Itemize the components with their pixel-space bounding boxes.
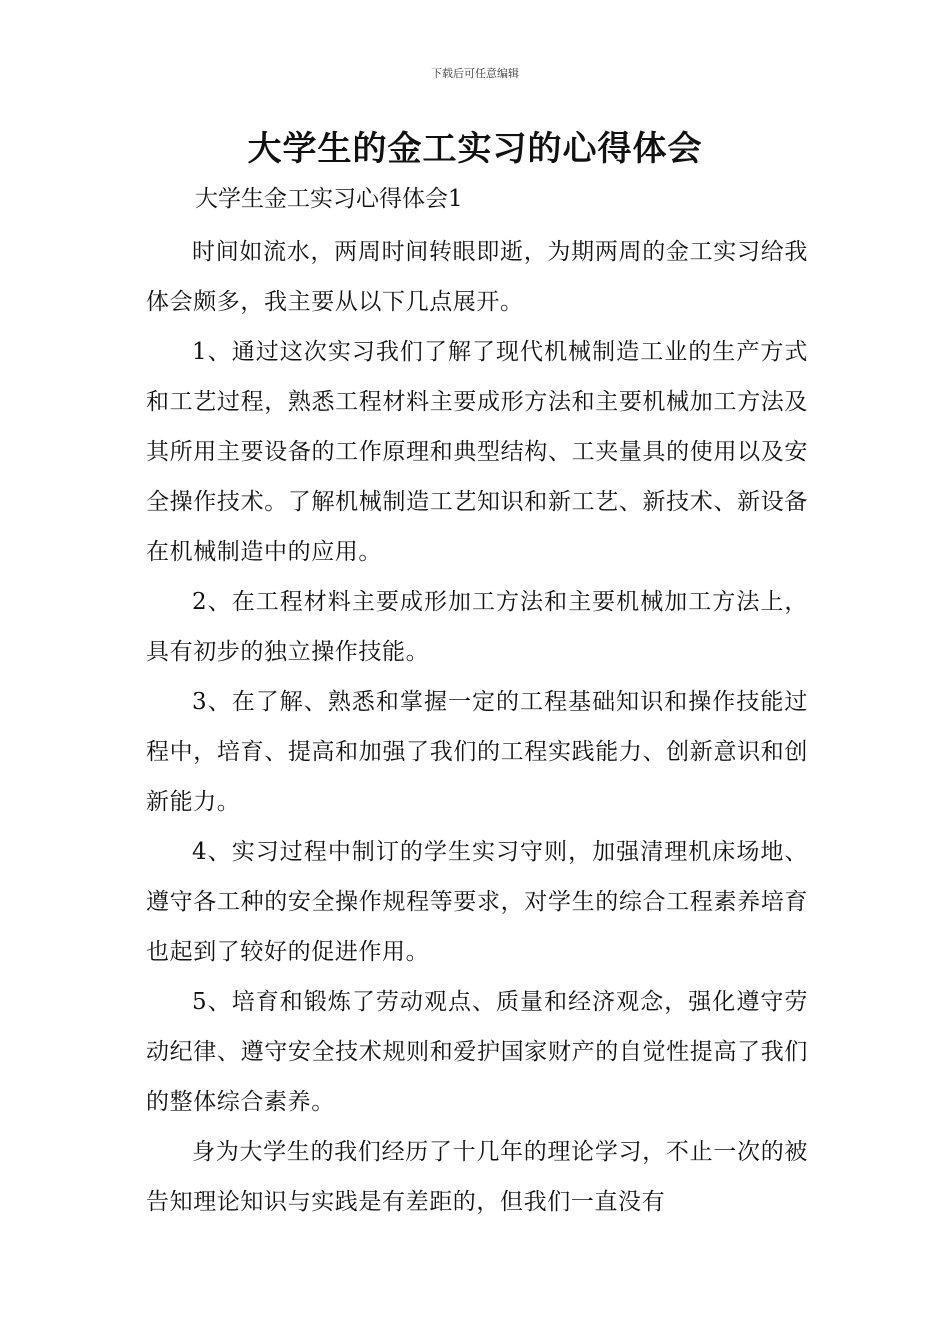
paragraph-point-2: 2、在工程材料主要成形加工方法和主要机械加工方法上，具有初步的独立操作技能。	[146, 589, 808, 665]
paragraph-point-1: 1、通过这次实习我们了解了现代机械制造工业的生产方式和工艺过程，熟悉工程材料主要成形方法和主要机械加工方法及其所用主要设备的工作原理和典型结构、工夹量具的使用以及安全操作技术。了解机械制造工艺知识和新工艺、新技术、新设备在机械制造中的应用。	[146, 339, 808, 565]
section-subtitle: 大学生金工实习心得体会1	[195, 186, 463, 212]
paragraph-reflection: 身为大学生的我们经历了十几年的理论学习，不止一次的被告知理论知识与实践是有差距的，但我们一直没有	[146, 1139, 808, 1215]
paragraph-intro: 时间如流水，两周时间转眼即逝，为期两周的金工实习给我体会颇多，我主要从以下几点展开。	[146, 239, 808, 315]
paragraph-point-5: 5、培育和锻炼了劳动观点、质量和经济观念，强化遵守劳动纪律、遵守安全技术规则和爱护国家财产的自觉性提高了我们的整体综合素养。	[146, 989, 808, 1115]
document-title: 大学生的金工实习的心得体会	[247, 129, 703, 169]
document-body	[146, 227, 808, 1227]
paragraph-point-3: 3、在了解、熟悉和掌握一定的工程基础知识和操作技能过程中，培育、提高和加强了我们的工程实践能力、创新意识和创新能力。	[146, 689, 808, 815]
header-note: 下载后可任意编辑	[431, 67, 519, 80]
paragraph-point-4: 4、实习过程中制订的学生实习守则，加强清理机床场地、遵守各工种的安全操作规程等要求，对学生的综合工程素养培育也起到了较好的促进作用。	[146, 839, 808, 965]
